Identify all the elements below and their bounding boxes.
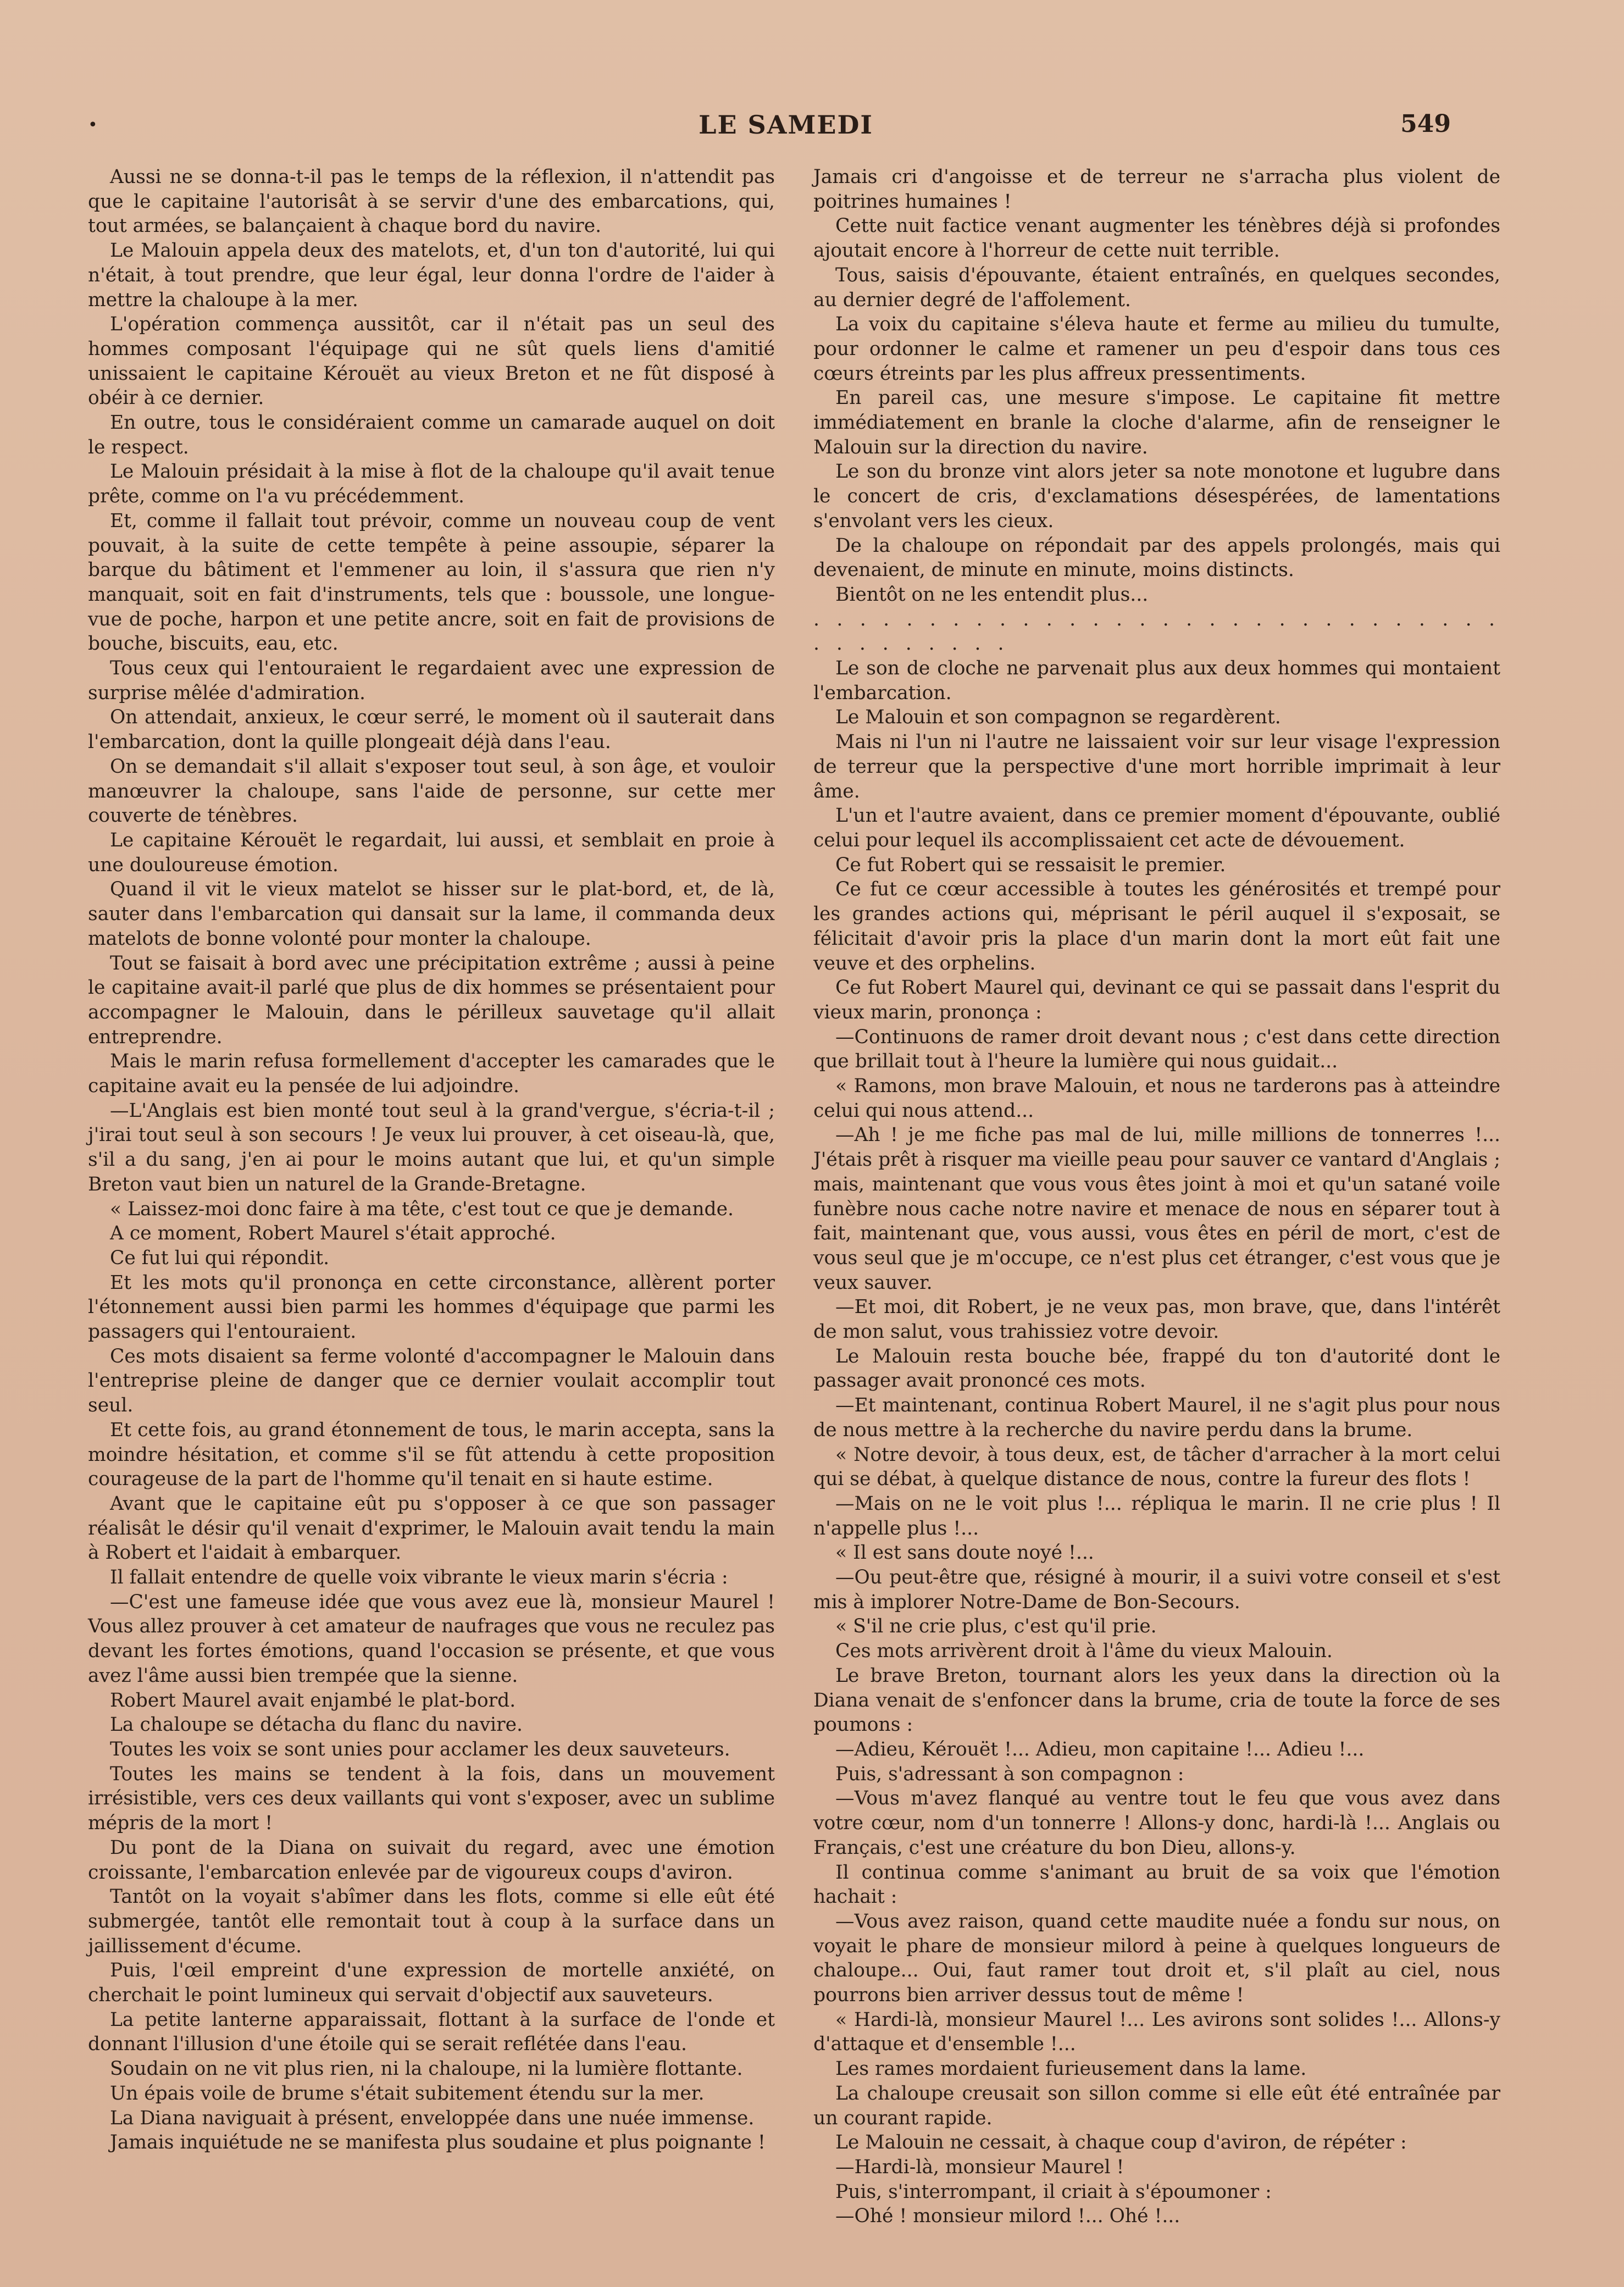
paragraph: Quand il vit le vieux matelot se hisser sur le plat-bord, et, de là, sauter dans l'embarcation qui dansait sur la lame, il commanda deux matelots de bonne volonté pour monter la chaloupe. xyxy=(88,878,775,950)
paragraph: Le Malouin appela deux des matelots, et, d'un ton d'autorité, lui qui n'était, à tout prendre, que leur égal, leur donna l'ordre de l'aider à mettre la chaloupe à la mer. xyxy=(88,240,775,311)
paragraph: « Notre devoir, à tous deux, est, de tâcher d'arracher à la mort celui qui se débat, à quelque distance de nous, contre la fureur des flots ! xyxy=(813,1443,1500,1491)
paragraph: Le Malouin ne cessait, à chaque coup d'aviron, de répéter : xyxy=(835,2131,1407,2154)
section-break-dots: . . . . . . . . . . . . . . . . . . . . . . . . . . . . . . . . . . . . . . . xyxy=(813,608,1500,655)
paragraph: Aussi ne se donna-t-il pas le temps de la réflexion, il n'attendit pas que le capitaine l'autorisât à se servir d'une des embarcations, qui, tout armées, se balançaient à chaque bord du navire. xyxy=(88,166,775,237)
paragraph: Et cette fois, au grand étonnement de tous, le marin accepta, sans la moindre hésitation, et comme s'il se fût attendu à cette proposition courageuse de la part de l'homme qu'il tenait en si haute estime. xyxy=(88,1419,775,1491)
paragraph: En outre, tous le considéraient comme un camarade auquel on doit le respect. xyxy=(88,412,775,458)
paragraph: Ces mots disaient sa ferme volonté d'accompagner le Malouin dans l'entreprise pleine de danger que ce dernier voulait accomplir tout seul. xyxy=(88,1345,775,1417)
paragraph: Tous, saisis d'épouvante, étaient entraînés, en quelques secondes, au dernier degré de l'affolement. xyxy=(813,264,1500,311)
paragraph: En pareil cas, une mesure s'impose. Le capitaine fit mettre immédiatement en branle la cloche d'alarme, afin de renseigner le Malouin sur la direction du navire. xyxy=(813,387,1500,458)
paragraph: Le son du bronze vint alors jeter sa note monotone et lugubre dans le concert de cris, d'exclamations désespérées, de lamentations s'envolant vers les cieux. xyxy=(813,461,1500,532)
paragraph: —Ohé ! monsieur milord !... Ohé !... xyxy=(835,2205,1180,2228)
paragraph: De la chaloupe on répondait par des appels prolongés, mais qui devenaient, de minute en minute, moins distincts. xyxy=(813,534,1500,582)
paragraph: —Et moi, dit Robert, je ne veux pas, mon brave, que, dans l'intérêt de mon salut, vous trahissiez votre devoir. xyxy=(813,1296,1500,1343)
paragraph: « Il est sans doute noyé !... xyxy=(835,1542,1094,1564)
running-title: LE SAMEDI xyxy=(699,110,873,140)
paragraph: —Vous avez raison, quand cette maudite nuée a fondu sur nous, on voyait le phare de monsieur milord à peine à quelques longueurs de chaloupe... Oui, faut ramer tout droit et, s'il plaît au ciel, nous pourrons bien arriver dessus tout de même ! xyxy=(813,1910,1500,2007)
paragraph: Tous ceux qui l'entouraient le regardaient avec une expression de surprise mêlée d'admiration. xyxy=(88,657,775,704)
paragraph: « Hardi-là, monsieur Maurel !... Les avirons sont solides !... Allons-y d'attaque et d'ensemble !... xyxy=(813,2008,1500,2056)
paragraph: Toutes les mains se tendent à la fois, dans un mouvement irrésistible, vers ces deux vaillants qui vont s'exposer, avec un sublime mépris de la mort ! xyxy=(88,1763,775,1835)
paragraph: Jamais inquiétude ne se manifesta plus soudaine et plus poignante ! xyxy=(110,2131,766,2154)
paragraph: La chaloupe creusait son sillon comme si elle eût été entraînée par un courant rapide. xyxy=(813,2082,1500,2129)
left-column xyxy=(88,165,775,2155)
paragraph: —L'Anglais est bien monté tout seul à la grand'vergue, s'écria-t-il ; j'irai tout seul à son secours ! Je veux lui prouver, à cet oiseau-là, que, s'il a du sang, j'en ai pour le moins autant que lui, et qu'un simple Breton vaut bien un naturel de la Grande-Bretagne. xyxy=(88,1099,775,1195)
right-column xyxy=(813,165,1500,2229)
paragraph: Puis, s'interrompant, il criait à s'époumoner : xyxy=(835,2180,1272,2203)
paragraph: —C'est une fameuse idée que vous avez eue là, monsieur Maurel ! Vous allez prouver à cet amateur de naufrages que vous ne reculez pas devant les fortes émotions, quand l'occasion se présente, et que vous avez l'âme aussi bien trempée que la sienne. xyxy=(88,1591,775,1687)
paragraph: Ces mots arrivèrent droit à l'âme du vieux Malouin. xyxy=(835,1640,1333,1663)
paragraph: —Hardi-là, monsieur Maurel ! xyxy=(835,2156,1124,2178)
paragraph: —Et maintenant, continua Robert Maurel, il ne s'agit plus pour nous de nous mettre à la recherche du navire perdu dans la brume. xyxy=(813,1394,1500,1441)
paragraph: Ce fut ce cœur accessible à toutes les générosités et trempé pour les grandes actions qui, méprisant le péril auquel il s'exposait, se félicitait d'avoir pris la place d'un marin dont la mort eût fait une veuve et des orphelins. xyxy=(813,878,1500,974)
paragraph: Tantôt on la voyait s'abîmer dans les flots, comme si elle eût été submergée, tantôt elle remontait tout à coup à la surface dans un jaillissement d'écume. xyxy=(88,1886,775,1957)
paragraph: « Laissez-moi donc faire à ma tête, c'est tout ce que je demande. xyxy=(110,1198,734,1220)
paragraph: Il continua comme s'animant au bruit de sa voix que l'émotion hachait : xyxy=(813,1861,1500,1908)
paragraph: —Mais on ne le voit plus !... répliqua le marin. Il ne crie plus ! Il n'appelle plus !... xyxy=(813,1492,1500,1540)
paragraph: Le brave Breton, tournant alors les yeux dans la direction où la Diana venait de s'enfoncer dans la brume, cria de toute la force de ses poumons : xyxy=(813,1664,1500,1736)
paragraph: Un épais voile de brume s'était subitement étendu sur la mer. xyxy=(110,2082,705,2105)
page-header xyxy=(88,110,1451,143)
paragraph: Jamais cri d'angoisse et de terreur ne s'arracha plus violent de poitrines humaines ! xyxy=(813,166,1500,213)
paragraph: Ce fut Robert Maurel qui, devinant ce qui se passait dans l'esprit du vieux marin, prononça : xyxy=(813,977,1500,1023)
paragraph: Il fallait entendre de quelle voix vibrante le vieux marin s'écria : xyxy=(110,1566,728,1589)
paragraph: Robert Maurel avait enjambé le plat-bord. xyxy=(110,1689,516,1712)
paragraph: Mais ni l'un ni l'autre ne laissaient voir sur leur visage l'expression de terreur que la perspective d'une mort horrible imprimait à leur âme. xyxy=(813,731,1500,802)
page-number: 549 xyxy=(1400,110,1451,138)
paragraph: On se demandait s'il allait s'exposer tout seul, à son âge, et vouloir manœuvrer la chaloupe, sans l'aide de personne, sur cette mer couverte de ténèbres. xyxy=(88,755,775,827)
paragraph: « S'il ne crie plus, c'est qu'il prie. xyxy=(835,1615,1157,1638)
paragraph: La chaloupe se détacha du flanc du navire. xyxy=(110,1714,523,1736)
paragraph: Tout se faisait à bord avec une précipitation extrême ; aussi à peine le capitaine avait-il parlé que plus de dix hommes se présentaient pour accompagner le Malouin, dans le périlleux sauvetage qu'il allait entreprendre. xyxy=(88,952,775,1048)
paragraph: Puis, l'œil empreint d'une expression de mortelle anxiété, on cherchait le point lumineux qui servait d'objectif aux sauveteurs. xyxy=(88,1959,775,2007)
paragraph: L'opération commença aussitôt, car il n'était pas un seul des hommes composant l'équipage qui ne sût quels liens d'amitié unissaient le capitaine Kérouët au vieux Breton et ne fût disposé à obéir à ce dernier. xyxy=(88,313,775,409)
paragraph: —Continuons de ramer droit devant nous ; c'est dans cette direction que brillait tout à l'heure la lumière qui nous guidait... xyxy=(813,1026,1500,1073)
paragraph: —Ou peut-être que, résigné à mourir, il a suivi votre conseil et s'est mis à implorer Notre-Dame de Bon-Secours. xyxy=(813,1566,1500,1613)
paragraph: On attendait, anxieux, le cœur serré, le moment où il sauterait dans l'embarcation, dont la quille plongeait déjà dans l'eau. xyxy=(88,706,775,754)
paragraph: Soudain on ne vit plus rien, ni la chaloupe, ni la lumière flottante. xyxy=(110,2058,743,2080)
paragraph: Toutes les voix se sont unies pour acclamer les deux sauveteurs. xyxy=(110,1738,730,1760)
paragraph: —Ah ! je me fiche pas mal de lui, mille millions de tonnerres !... J'étais prêt à risquer ma vieille peau pour sauver ce vantard d'Anglais ; mais, maintenant que vous vous êtes joint à moi et qu'un satané voile funèbre nous cache notre navire et menace de nous en séparer tout à fait, maintenant que, vous aussi, vous êtes en péril de mort, c'est de vous seul que je m'occupe, ce n'est plus cet étranger, c'est vous que je veux sauver. xyxy=(813,1124,1500,1294)
paragraph: Puis, s'adressant à son compagnon : xyxy=(835,1763,1184,1785)
paragraph: Le Malouin resta bouche bée, frappé du ton d'autorité dont le passager avait prononcé ces mots. xyxy=(813,1345,1500,1392)
paragraph: Bientôt on ne les entendit plus... xyxy=(835,583,1149,606)
paragraph: La petite lanterne apparaissait, flottant à la surface de l'onde et donnant l'illusion d'une étoile qui se serait reflétée dans l'eau. xyxy=(88,2008,775,2056)
header-marker: • xyxy=(88,115,98,135)
paragraph: Le Malouin et son compagnon se regardèrent. xyxy=(835,706,1281,729)
paragraph: La voix du capitaine s'éleva haute et ferme au milieu du tumulte, pour ordonner le calme et ramener un peu d'espoir dans tous ces cœurs étreints par les plus affreux pressentiments. xyxy=(813,313,1500,385)
paragraph: Ce fut lui qui répondit. xyxy=(110,1247,330,1269)
paragraph: L'un et l'autre avaient, dans ce premier moment d'épouvante, oublié celui pour lequel ils accomplissaient cet acte de dévouement. xyxy=(813,805,1500,851)
paragraph: La Diana naviguait à présent, enveloppée dans une nuée immense. xyxy=(110,2107,755,2129)
paragraph: —Adieu, Kérouët !... Adieu, mon capitaine !... Adieu !... xyxy=(835,1738,1365,1760)
paragraph: Les rames mordaient furieusement dans la lame. xyxy=(835,2058,1307,2080)
paragraph: Cette nuit factice venant augmenter les ténèbres déjà si profondes ajoutait encore à l'horreur de cette nuit terrible. xyxy=(813,215,1500,262)
paragraph: Le capitaine Kérouët le regardait, lui aussi, et semblait en proie à une douloureuse émotion. xyxy=(88,829,775,876)
paragraph: Le Malouin présidait à la mise à flot de la chaloupe qu'il avait tenue prête, comme on l'a vu précédemment. xyxy=(88,461,775,508)
paragraph: Et, comme il fallait tout prévoir, comme un nouveau coup de vent pouvait, à la suite de cette tempête à peine assoupie, séparer la barque du bâtiment et l'emmener au loin, il s'assura que rien n'y manquait, soit en fait d'instruments, tels que : boussole, une longue-vue de poche, harpon et une petite ancre, soit en fait de provisions de bouche, biscuits, eau, etc. xyxy=(88,510,775,655)
paragraph: Avant que le capitaine eût pu s'opposer à ce que son passager réalisât le désir qu'il venait d'exprimer, le Malouin avait tendu la main à Robert et l'aidait à embarquer. xyxy=(88,1492,775,1564)
paragraph: Et les mots qu'il prononça en cette circonstance, allèrent porter l'étonnement aussi bien parmi les hommes d'équipage que parmi les passagers qui l'entouraient. xyxy=(88,1271,775,1343)
paragraph: Du pont de la Diana on suivait du regard, avec une émotion croissante, l'embarcation enlevée par de vigoureux coups d'aviron. xyxy=(88,1836,775,1884)
paragraph: Le son de cloche ne parvenait plus aux deux hommes qui montaient l'embarcation. xyxy=(813,657,1500,704)
paragraph: —Vous m'avez flanqué au ventre tout le feu que vous avez dans votre cœur, nom d'un tonnerre ! Allons-y donc, hardi-là !... Anglais ou Français, c'est une créature du bon Dieu, allons-y. xyxy=(813,1787,1500,1859)
paragraph: « Ramons, mon brave Malouin, et nous ne tarderons pas à atteindre celui qui nous attend... xyxy=(813,1075,1500,1122)
paragraph: Ce fut Robert qui se ressaisit le premier. xyxy=(835,854,1226,876)
paragraph: Mais le marin refusa formellement d'accepter les camarades que le capitaine avait eu la pensée de lui adjoindre. xyxy=(88,1050,775,1098)
paragraph: A ce moment, Robert Maurel s'était approché. xyxy=(110,1222,556,1245)
